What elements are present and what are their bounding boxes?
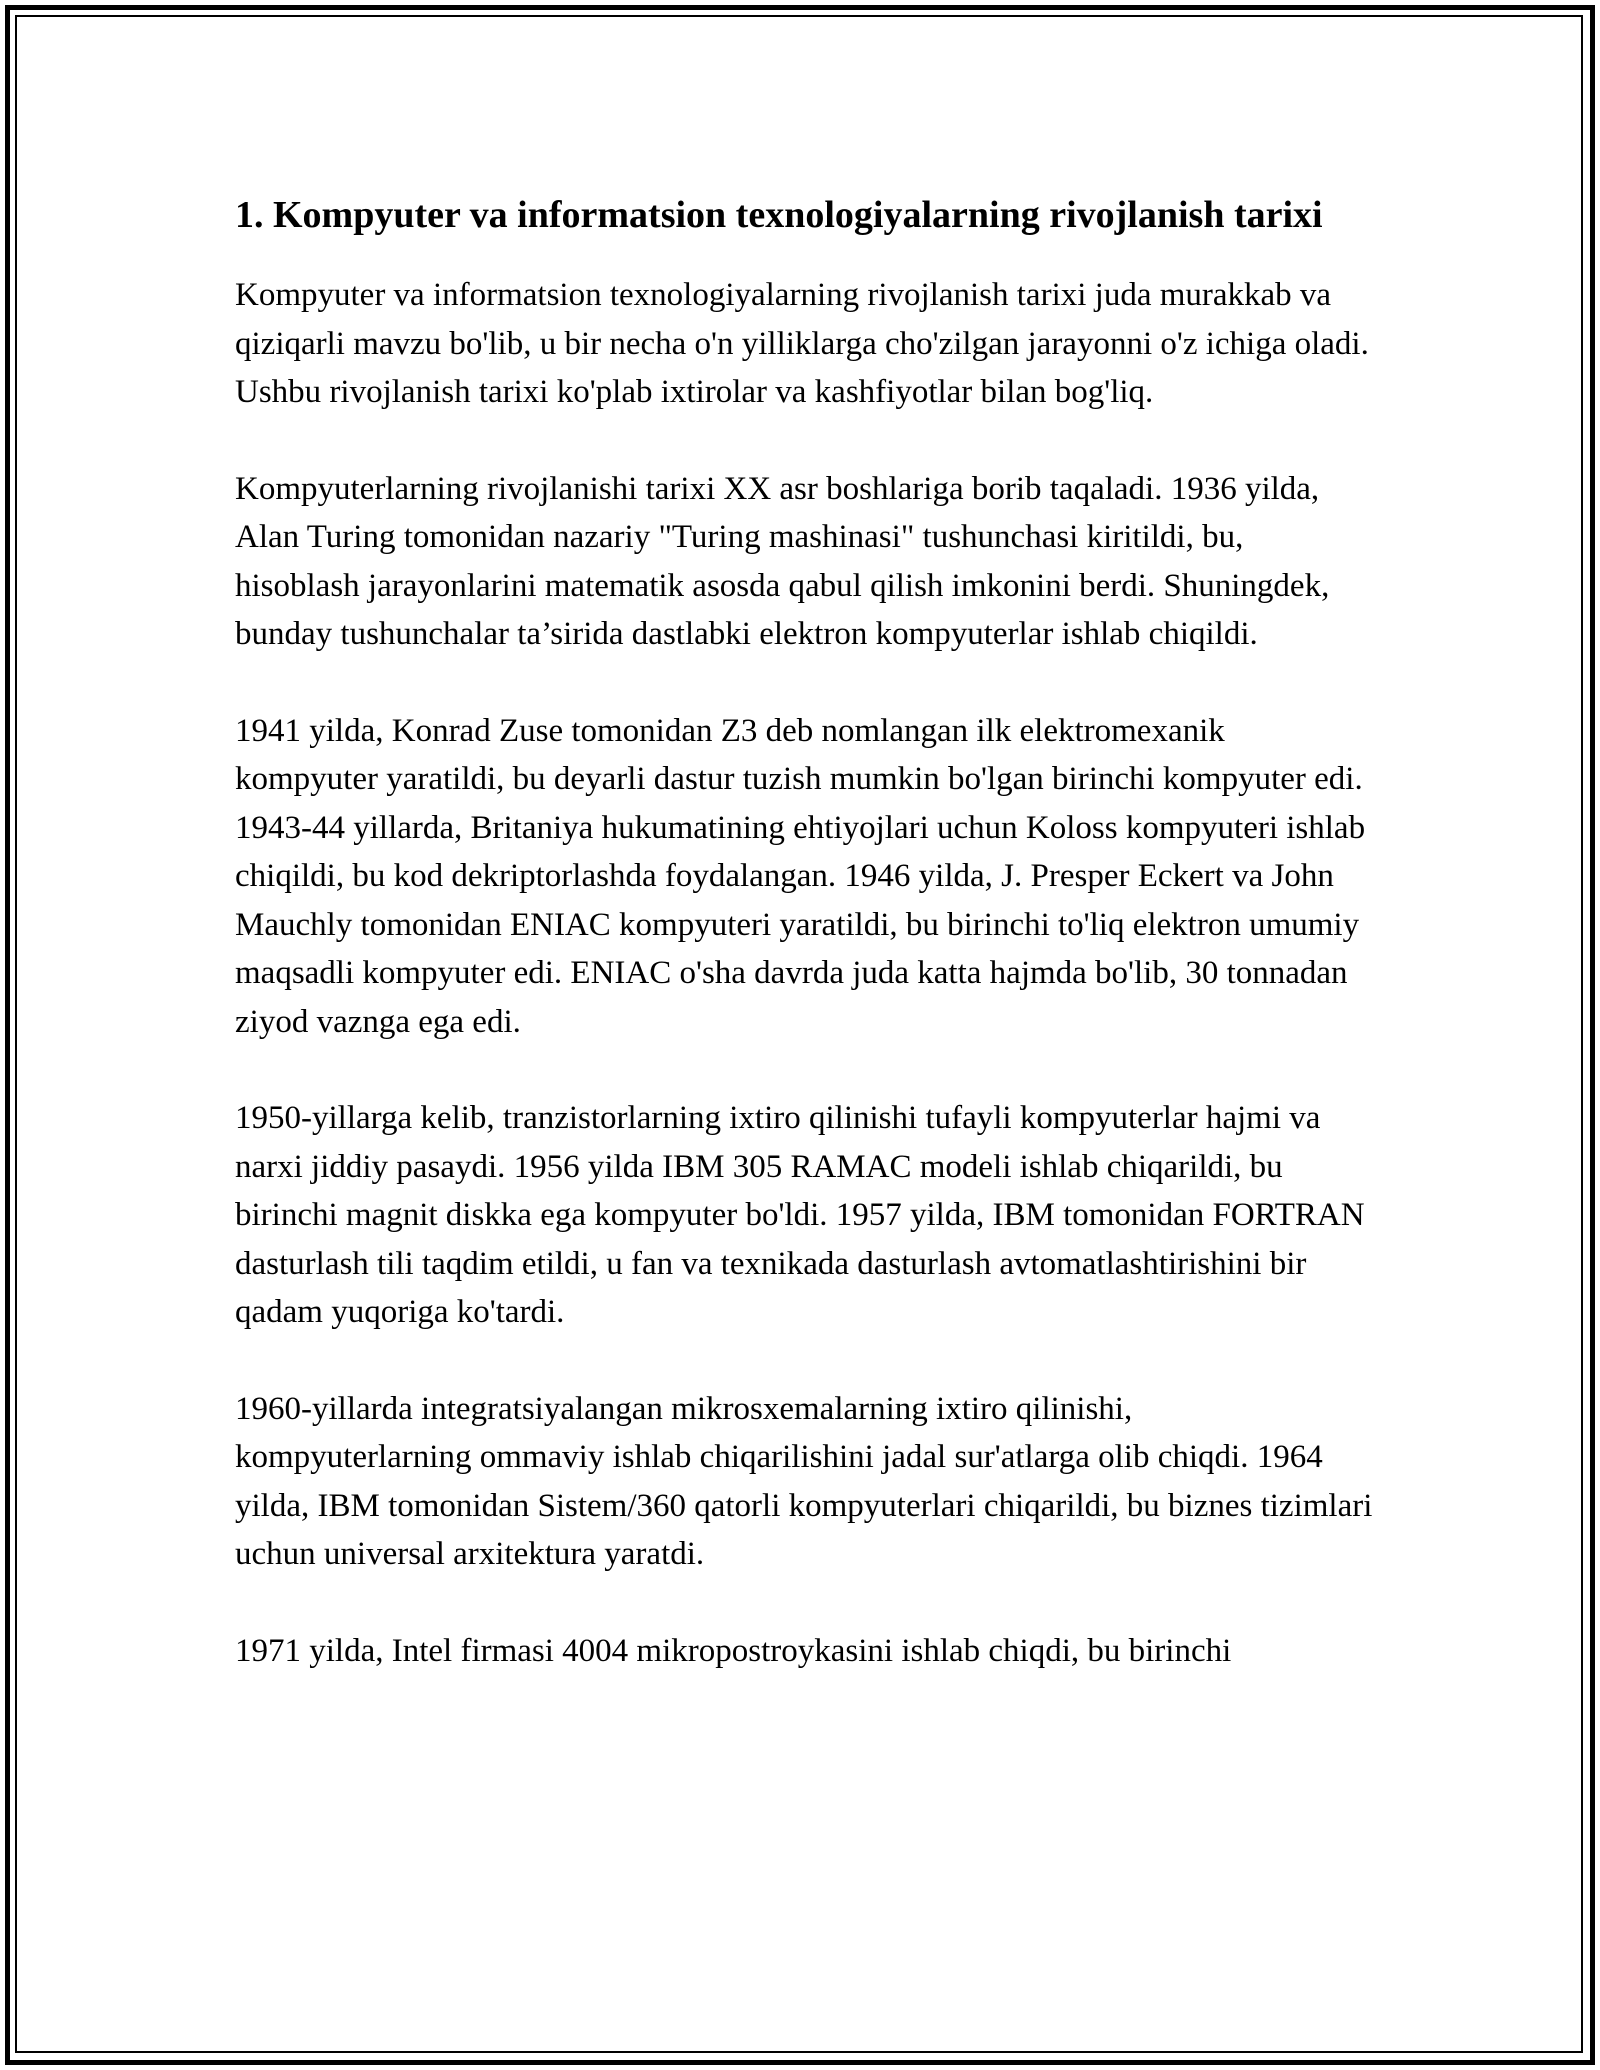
document-body — [235, 188, 1375, 1675]
paragraph-1960s: 1960-yillarda integratsiyalangan mikrosxemalarning ixtiro qilinishi, kompyuterlarning ommaviy ishlab chiqarilishini jadal sur'atlarga olib chiqdi. 1964 yilda, IBM tomonidan Sistem/360 qatorli kompyuterlari chiqarildi, bu biznes tizimlari uchun universal arxitektura yaratdi. — [235, 1390, 1373, 1572]
paragraph-1950s: 1950-yillarga kelib, tranzistorlarning ixtiro qilinishi tufayli kompyuterlar hajmi va narxi jiddiy pasaydi. 1956 yilda IBM 305 RAMAC modeli ishlab chiqarildi, bu birinchi magnit diskka ega kompyuter bo'ldi. 1957 yilda, IBM tomonidan FORTRAN dasturlash tili taqdim etildi, u fan va texnikada dasturlash avtomatlashtirishini bir qadam yuqoriga ko'tardi. — [235, 1100, 1365, 1330]
paragraph-intro: Kompyuter va informatsion texnologiyalarning rivojlanish tarixi juda murakkab va qiziqarli mavzu bo'lib, u bir necha o'n yilliklarga cho'zilgan jarayonni o'z ichiga oladi. Ushbu rivojlanish tarixi ko'plab ixtirolar va kashfiyotlar bilan bog'liq. — [235, 277, 1369, 410]
paragraph-turing: Kompyuterlarning rivojlanishi tarixi XX asr boshlariga borib taqaladi. 1936 yilda, Alan Turing tomonidan nazariy "Turing mashinasi" tushunchasi kiritildi, bu, hisoblash jarayonlarini matematik asosda qabul qilish imkonini berdi. Shuningdek, bunday tushunchalar ta’sirida dastlabki elektron kompyuterlar ishlab chiqildi. — [235, 470, 1330, 652]
paragraph-1970s: 1971 yilda, Intel firmasi 4004 mikropostroykasini ishlab chiqdi, bu birinchi — [235, 1632, 1232, 1669]
document-title: 1. Kompyuter va informatsion texnologiyalarning rivojlanish tarixi — [235, 194, 1323, 236]
paragraph-early-computers: 1941 yilda, Konrad Zuse tomonidan Z3 deb nomlangan ilk elektromexanik kompyuter yaratildi, bu deyarli dastur tuzish mumkin bo'lgan birinchi kompyuter edi. 1943-44 yillarda, Britaniya hukumatining ehtiyojlari uchun Koloss kompyuteri ishlab chiqildi, bu kod dekriptorlashda foydalangan. 1946 yilda, J. Presper Eckert va John Mauchly tomonidan ENIAC kompyuteri yaratildi, bu birinchi to'liq elektron umumiy maqsadli kompyuter edi. ENIAC o'sha davrda juda katta hajmda bo'lib, 30 tonnadan ziyod vaznga ega edi. — [235, 712, 1366, 1040]
